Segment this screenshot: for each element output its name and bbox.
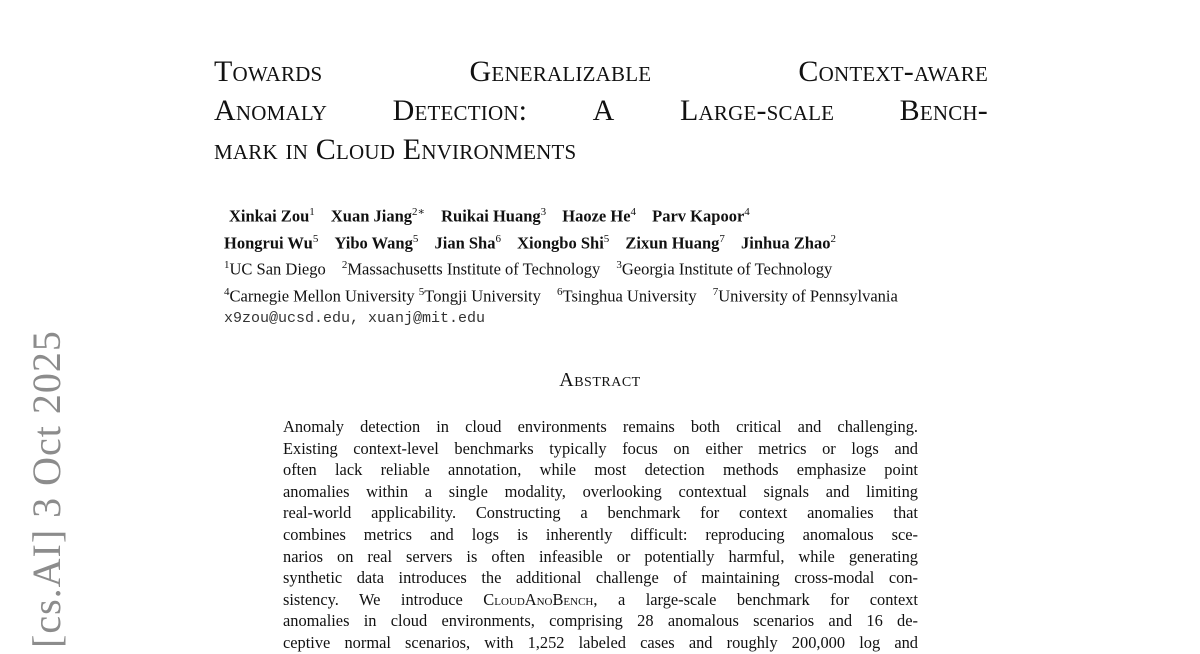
author-name: Xiongbo Shi [517, 233, 604, 252]
abstract-line: real-world applicability. Constructing a benchmark for context anomalies that [283, 503, 918, 523]
affil-mark: 6 [557, 285, 563, 298]
author-name: Xuan Jiang [330, 206, 413, 226]
author-affil-mark: 5 [312, 232, 319, 245]
abstract-line: Existing context-level benchmarks typically focus on either metrics or logs and [283, 438, 918, 458]
abstract-line: anomalies in cloud environments, comprising 28 anomalous scenarios and 16 de- [283, 611, 918, 631]
title-word: Large-scale [679, 94, 835, 127]
title-word: Anomaly [214, 94, 328, 127]
contact-email[interactable]: x9zou@ucsd.edu, xuanj@mit.edu [224, 310, 486, 327]
author-affil-mark: 6 [495, 232, 501, 245]
author-name: Ruikai Huang [441, 206, 541, 226]
abstract-line: narios on real servers is often infeasible or potentially harmful, while generating [283, 546, 918, 566]
abstract-line: synthetic data introduces the additional challenge of maintaining cross-modal con- [283, 568, 918, 588]
abstract-line: often lack reliable annotation, while most detection methods emphasize point [283, 460, 918, 480]
title-word: Detection: [392, 94, 528, 127]
author-name: Haoze He [562, 206, 631, 226]
author-affil-mark: 5 [412, 232, 419, 245]
author-affil-mark: 5 [603, 232, 610, 245]
author-block [224, 201, 898, 330]
arxiv-sidebar-stamp: [cs.AI] 3 Oct 2025 [24, 330, 69, 648]
affil-mark: 7 [712, 285, 719, 298]
author-affil-mark: 3 [540, 206, 547, 218]
affiliation-row-1 [224, 254, 898, 281]
abstract-heading: Abstract [559, 369, 641, 391]
title-word: Bench- [899, 94, 988, 127]
title-word: A [592, 94, 615, 127]
affil-mark: 4 [224, 285, 230, 298]
title-word: Towards [214, 55, 323, 88]
abstract-line: Anomaly detection in cloud environments remains both critical and challenging. [283, 417, 918, 436]
affil-mark: 2 [341, 259, 348, 271]
affiliation-row-2 [224, 281, 898, 308]
author-affil-mark: 7 [719, 232, 725, 245]
author-affil-mark: 2∗ [412, 206, 426, 218]
title-word: mark in Cloud Environments [214, 133, 577, 166]
author-name: Jinhua Zhao [741, 233, 831, 252]
affiliation: Tsinghua University [562, 286, 697, 305]
affiliation: Georgia Institute of Technology [621, 259, 833, 279]
author-affil-mark: 4 [744, 206, 750, 218]
author-name: Xinkai Zou [229, 206, 310, 226]
author-row-2 [224, 228, 898, 255]
abstract-line-9 [283, 589, 918, 611]
title-word: Generalizable [469, 55, 652, 88]
affil-mark: 1 [224, 259, 230, 271]
abstract-line-9-rest: , a large-scale benchmark for context [593, 589, 918, 609]
abstract-body [283, 416, 918, 654]
author-name: Yibo Wang [334, 233, 413, 252]
abstract-line-9-start: sistency. We introduce [283, 589, 484, 609]
author-name: Zixun Huang [625, 233, 720, 252]
title-line-3 [214, 130, 988, 169]
affil-mark: 5 [418, 285, 425, 298]
author-name: Parv Kapoor [652, 206, 745, 226]
affil-mark: 3 [616, 259, 622, 271]
abstract-line: combines metrics and logs is inherently difficult: reproducing anomalous sce- [283, 524, 918, 544]
affiliation: Massachusetts Institute of Technology [347, 259, 601, 279]
author-name: Hongrui Wu [224, 233, 313, 252]
title-line-2 [214, 91, 988, 130]
title-line-1 [214, 52, 988, 91]
affiliation: UC San Diego [229, 259, 326, 279]
author-name: Jian Sha [434, 233, 496, 252]
author-row-1 [224, 201, 898, 228]
benchmark-name: CloudAnoBench [483, 589, 594, 609]
affiliation: University of Pennsylvania [718, 286, 898, 305]
affiliation: Carnegie Mellon University [229, 286, 415, 305]
abstract-line: ceptive normal scenarios, with 1,252 labeled cases and roughly 200,000 log and [283, 632, 918, 652]
author-affil-mark: 4 [630, 206, 637, 218]
paper-title [214, 52, 988, 169]
author-affil-mark: 2 [830, 232, 836, 245]
abstract-line: anomalies within a single modality, overlooking contextual signals and limiting [283, 481, 918, 501]
author-affil-mark: 1 [309, 206, 315, 218]
affiliation: Tongji University [424, 286, 541, 305]
title-word: Context-aware [798, 55, 988, 88]
